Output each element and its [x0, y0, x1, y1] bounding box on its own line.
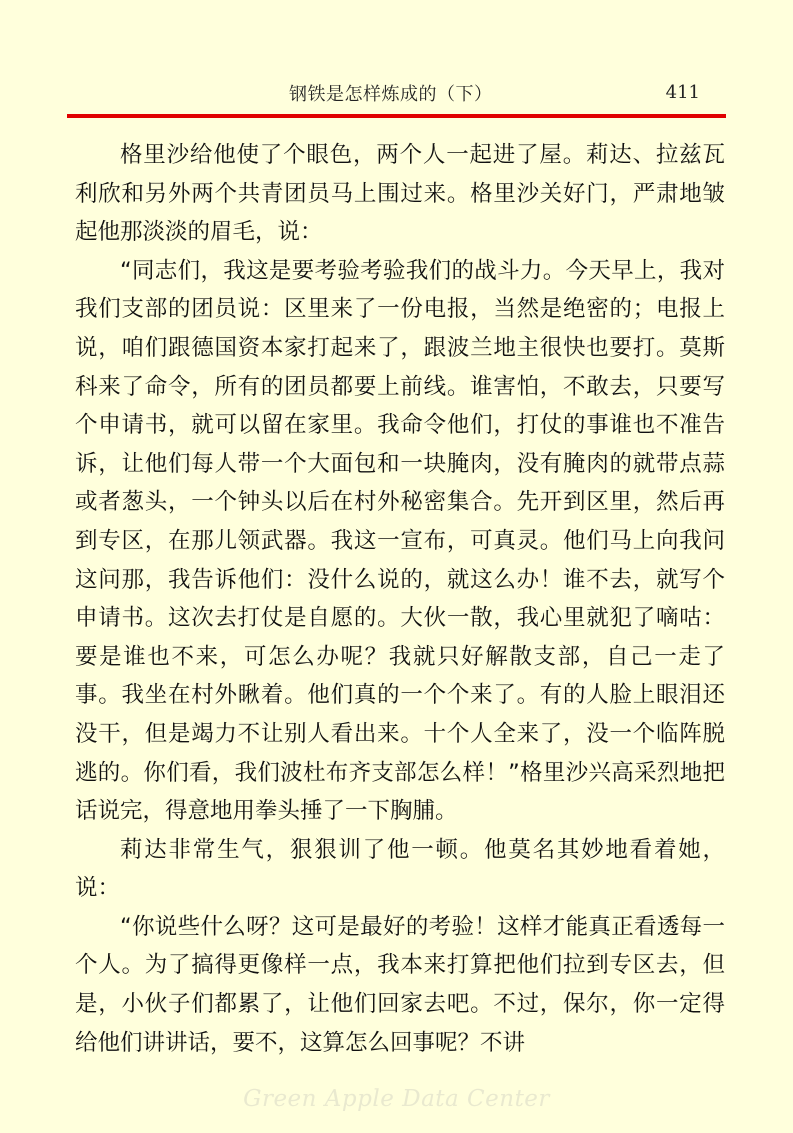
paragraph: 莉达非常生气，狠狠训了他一顿。他莫名其妙地看着她，说：: [75, 836, 725, 902]
running-header: [67, 76, 726, 108]
page-number: 411: [665, 82, 700, 103]
body-text: [75, 136, 725, 1062]
paragraph: 格里沙给他使了个眼色，两个人一起进了屋。莉达、拉兹瓦利欣和另外两个共青团员马上围过来。格里沙关好门，严肃地皱起他那淡淡的眉毛，说：: [75, 142, 725, 246]
watermark: Green Apple Data Center: [243, 1086, 550, 1112]
paragraph: “你说些什么呀？这可是最好的考验！这样才能真正看透每一个人。为了搞得更像样一点，我本来打算把他们拉到专区去，但是，小伙子们都累了，让他们回家去吧。不过，保尔，你一定得给他们讲讲话，要不，这算怎么回事呢？不讲: [75, 913, 725, 1056]
paragraph: “同志们，我这是要考验考验我们的战斗力。今天早上，我对我们支部的团员说：区里来了一份电报，当然是绝密的；电报上说，咱们跟德国资本家打起来了，跟波兰地主很快也要打。莫斯科来了命令，所有的团员都要上前线。谁害怕，不敢去，只要写个申请书，就可以留在家里。我命令他们，打仗的事谁也不准告诉，让他们每人带一个大面包和一块腌肉，没有腌肉的就带点蒜或者葱头，一个钟头以后在村外秘密集合。先开到区里，然后再到专区，在那儿领武器。我这一宣布，可真灵。他们马上向我问这问那，我告诉他们：没什么说的，就这么办！谁不去，就写个申请书。这次去打仗是自愿的。大伙一散，我心里就犯了嘀咕：要是谁也不来，可怎么办呢？我就只好解散支部，自己一走了事。我坐在村外瞅着。他们真的一个个来了。有的人脸上眼泪还没干，但是竭力不让别人看出来。十个人全来了，没一个临阵脱逃的。你们看，我们波杜布齐支部怎么样！”格里沙兴高采烈地把话说完，得意地用拳头捶了一下胸脯。: [75, 257, 725, 825]
header-divider: [67, 114, 726, 118]
book-title: 钢铁是怎样炼成的（下）: [289, 84, 493, 105]
